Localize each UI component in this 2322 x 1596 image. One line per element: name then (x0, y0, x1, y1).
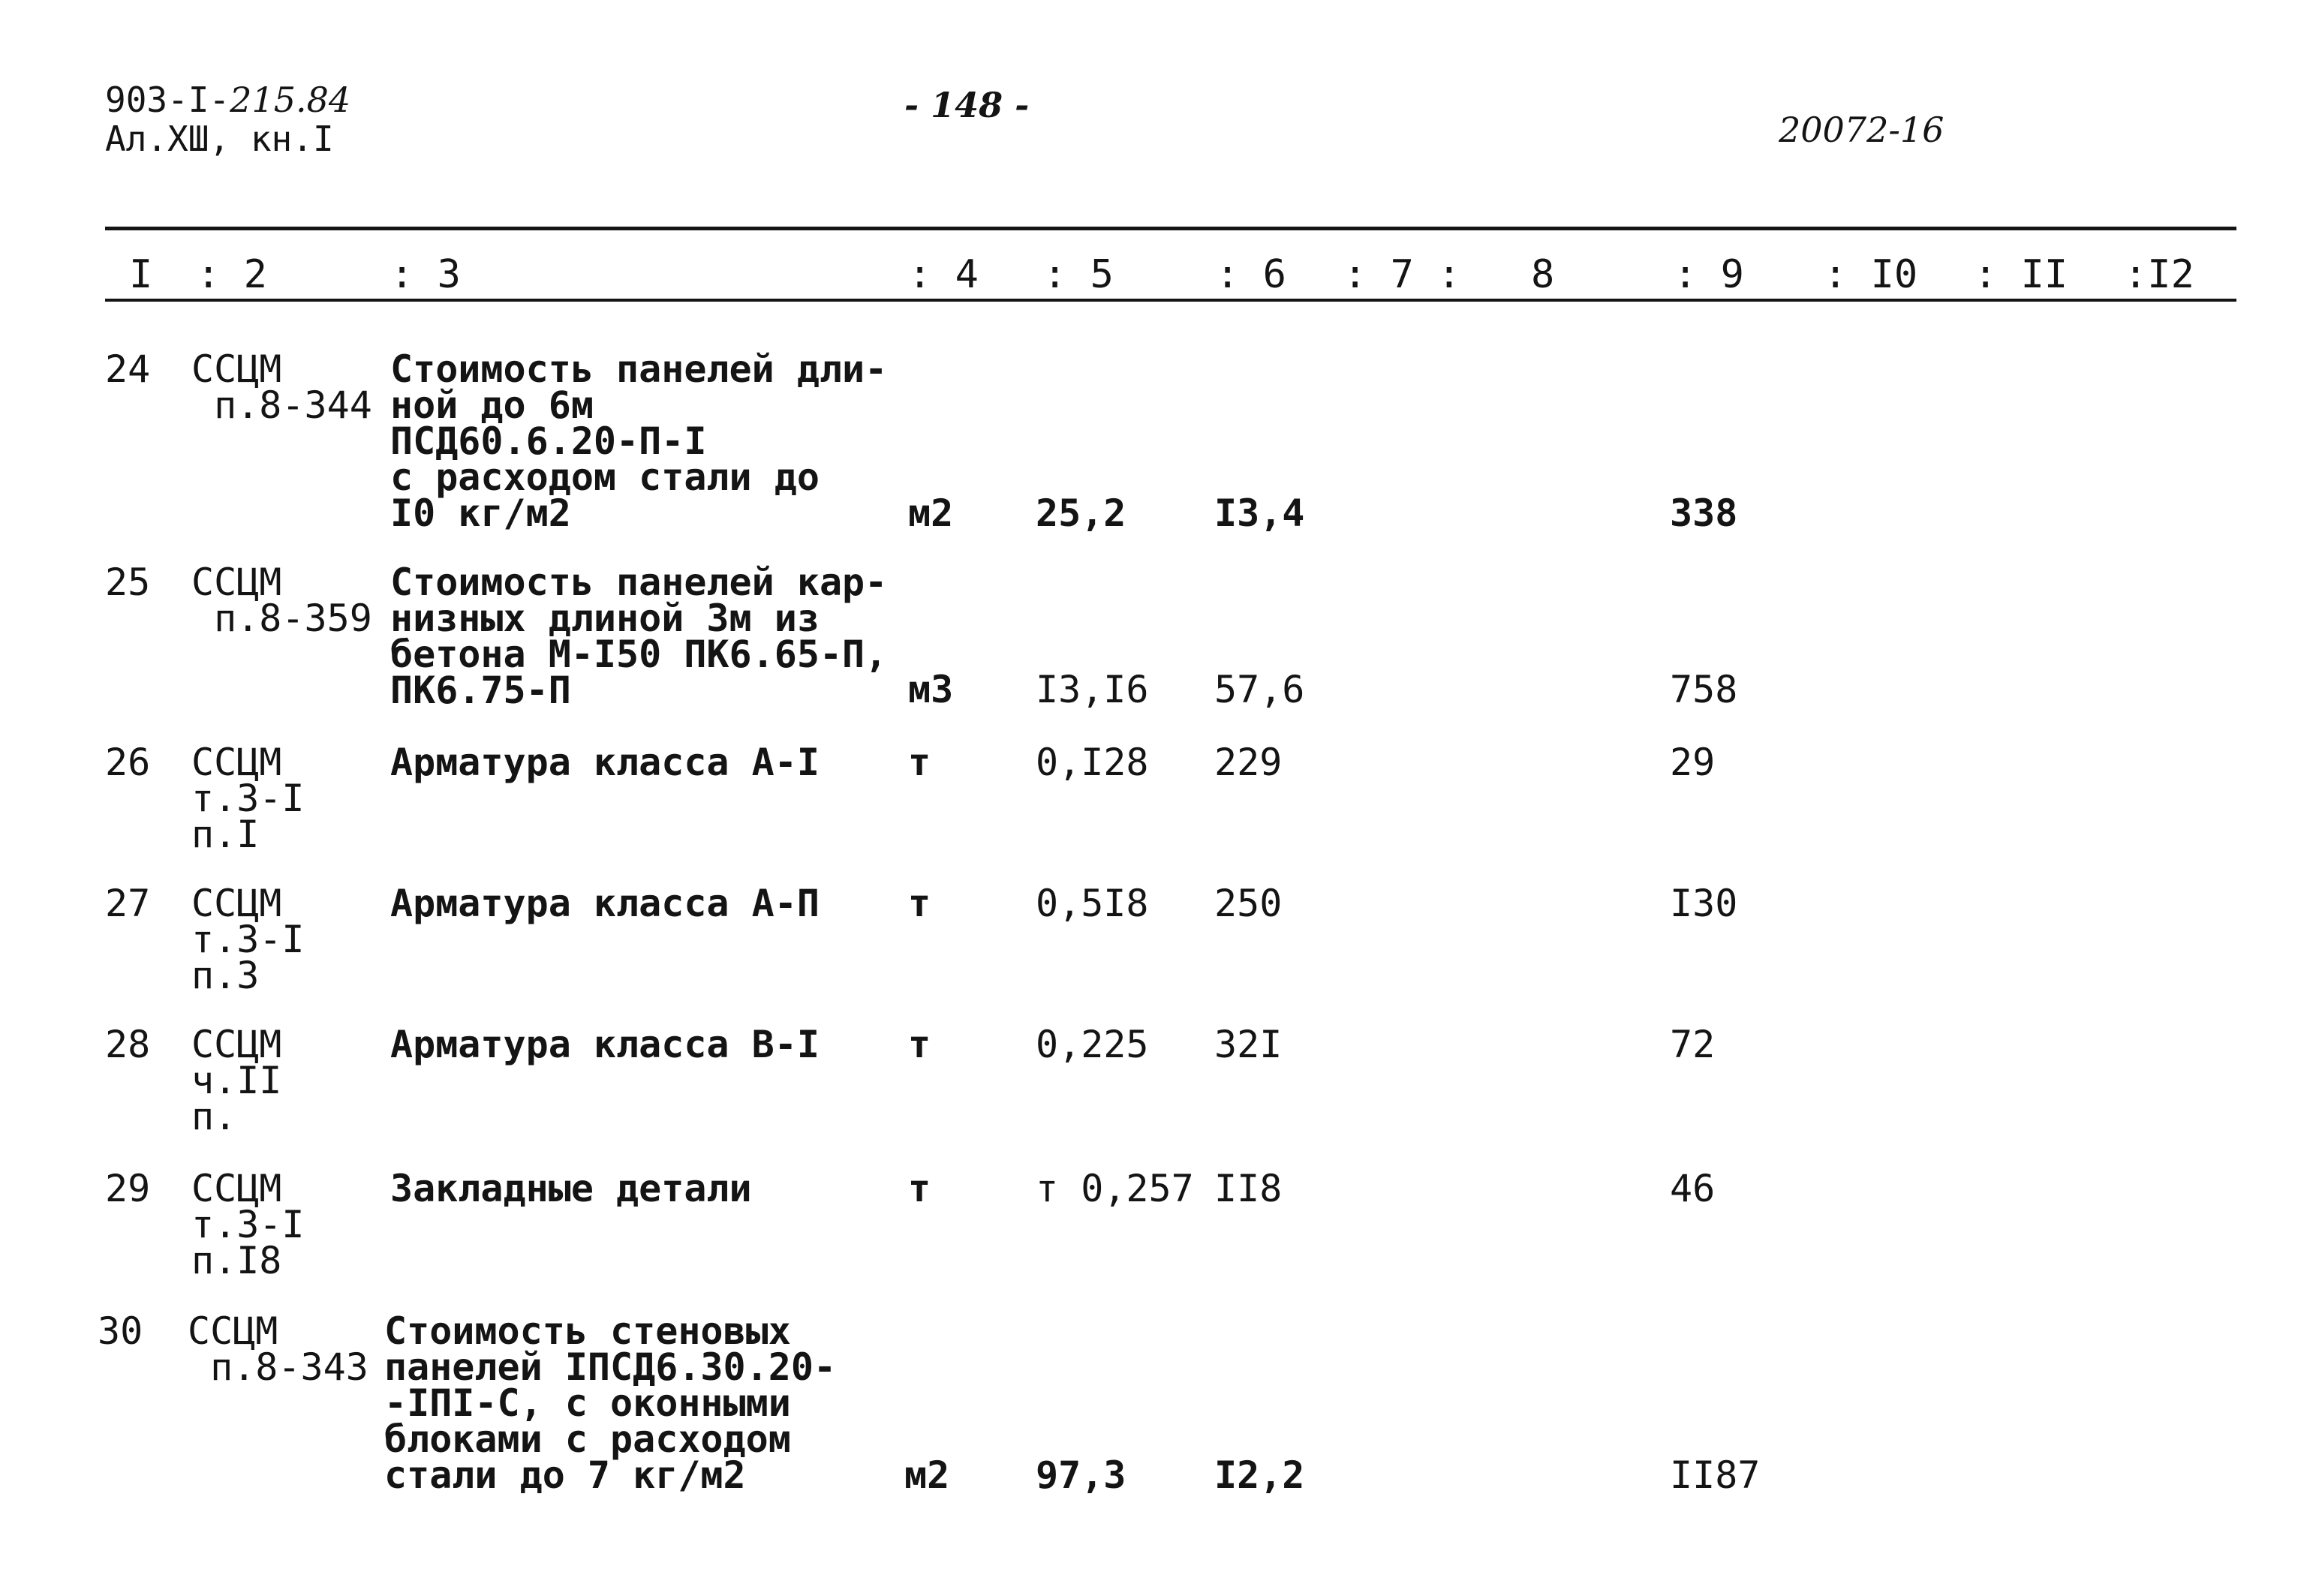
total-cost: II87 (1670, 1453, 1761, 1497)
quantity: I3,I6 (1036, 668, 1149, 711)
item-description: Закладные детали (390, 1167, 752, 1210)
quantity: т 0,257 (1036, 1167, 1194, 1210)
unit: т (908, 741, 931, 784)
unit-price: 250 (1214, 882, 1283, 925)
archive-stamp: 20072-16 (1779, 110, 1945, 150)
row-number: 25 (105, 561, 151, 604)
column-header: : 5 (1043, 252, 1114, 297)
column-header: :I2 (2124, 252, 2194, 297)
column-header: : 4 (908, 252, 979, 297)
document-code (105, 81, 350, 119)
price-reference: ССЦМ ч.II п. (191, 1023, 282, 1138)
table-header-rule (105, 299, 2236, 302)
total-cost: 72 (1670, 1023, 1716, 1066)
unit: т (908, 882, 931, 925)
total-cost: I30 (1670, 882, 1738, 925)
page-number: - 148 - (904, 85, 1030, 125)
unit: м2 (904, 1453, 950, 1497)
unit: м2 (908, 491, 954, 535)
unit: т (908, 1023, 931, 1066)
price-reference: ССЦМ т.3-I п.I (191, 741, 305, 856)
column-header: : II (1974, 252, 2068, 297)
column-header: : 3 (390, 252, 461, 297)
document-code-handwritten: 215.84 (230, 80, 351, 120)
item-description: Стоимость панелей кар- низных длиной 3м из бетона М-I50 ПК6.65-П, ПК6.75-П (390, 561, 888, 712)
column-header: I (129, 252, 153, 297)
column-header: : 9 (1674, 252, 1744, 297)
unit-price: 32I (1214, 1023, 1283, 1066)
album-label: Ал.XШ, кн.I (105, 119, 334, 159)
quantity: 97,3 (1036, 1453, 1126, 1497)
column-header: : 6 (1216, 252, 1286, 297)
unit-price: I2,2 (1214, 1453, 1305, 1497)
price-reference: ССЦМ п.8-343 (188, 1309, 368, 1389)
quantity: 0,5I8 (1036, 882, 1149, 925)
total-cost: 338 (1670, 491, 1738, 535)
item-description: Стоимость панелей дли- ной до 6м ПСД60.6.20-П-I с расходом стали до I0 кг/м2 (390, 347, 888, 535)
item-description: Арматура класса А-П (390, 882, 820, 925)
unit: т (908, 1167, 931, 1210)
item-description: Арматура класса А-I (390, 741, 820, 784)
total-cost: 758 (1670, 668, 1738, 711)
column-header: : 2 (197, 252, 267, 297)
item-description: Арматура класса В-I (390, 1023, 820, 1066)
price-reference: ССЦМ п.8-344 (191, 347, 372, 427)
unit-price: 57,6 (1214, 668, 1305, 711)
document-code-printed: 903-I- (105, 80, 230, 120)
row-number: 29 (105, 1167, 151, 1210)
price-reference: ССЦМ п.8-359 (191, 561, 372, 640)
total-cost: 29 (1670, 741, 1716, 784)
total-cost: 46 (1670, 1167, 1716, 1210)
column-header: : 7 : (1343, 252, 1461, 297)
row-number: 27 (105, 882, 151, 925)
quantity: 0,225 (1036, 1023, 1149, 1066)
row-number: 26 (105, 741, 151, 784)
unit-price: 229 (1214, 741, 1283, 784)
unit: м3 (908, 668, 954, 711)
table-top-rule (105, 227, 2236, 230)
unit-price: I3,4 (1214, 491, 1305, 535)
quantity: 0,I28 (1036, 741, 1149, 784)
price-reference: ССЦМ т.3-I п.3 (191, 882, 305, 997)
column-header: 8 (1531, 252, 1555, 297)
price-reference: ССЦМ т.3-I п.I8 (191, 1167, 305, 1282)
row-number: 24 (105, 347, 151, 391)
quantity: 25,2 (1036, 491, 1126, 535)
item-description: Стоимость стеновых панелей IПСД6.30.20- -IПI-С, с оконными блоками с расходом стали до 7 кг/м2 (384, 1309, 837, 1497)
column-header: : I0 (1824, 252, 1918, 297)
unit-price: II8 (1214, 1167, 1283, 1210)
row-number: 28 (105, 1023, 151, 1066)
row-number: 30 (98, 1309, 143, 1353)
